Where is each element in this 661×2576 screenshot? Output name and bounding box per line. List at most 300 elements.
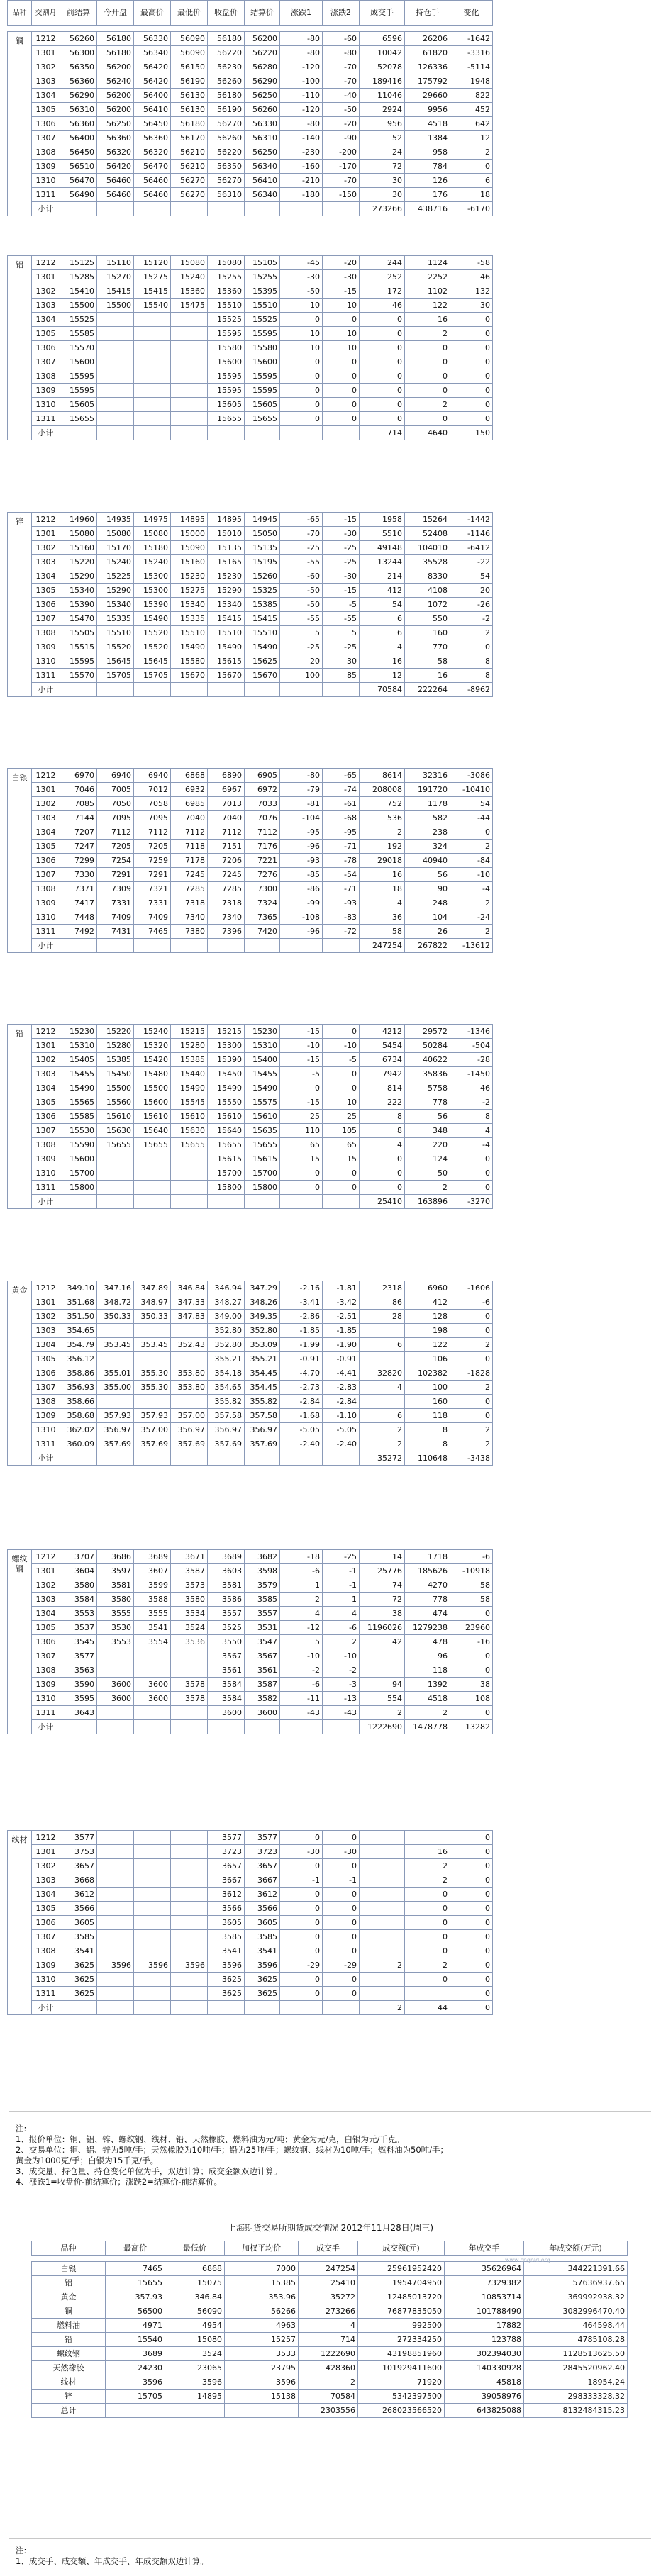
table-cell	[97, 1152, 134, 1166]
table-cell: 1304	[32, 89, 60, 103]
table-row	[8, 1944, 493, 1958]
summary-cell: 4954	[165, 2319, 225, 2333]
table-cell	[97, 327, 134, 341]
table-cell: 15255	[245, 270, 280, 284]
table-cell: -1	[323, 1578, 360, 1593]
empty-cell	[97, 2001, 134, 2015]
table-row	[8, 1352, 493, 1366]
table-row	[8, 569, 493, 584]
table-cell: -30	[323, 1845, 360, 1859]
table-cell: 56350	[60, 60, 97, 74]
table-cell: 7118	[171, 840, 208, 854]
table-cell	[360, 1944, 405, 1958]
table-cell: -2	[450, 612, 493, 626]
table-cell: 7330	[60, 868, 97, 882]
subtotal-cell: -3270	[450, 1195, 493, 1209]
summary-cell: 23065	[165, 2361, 225, 2375]
table-cell: -80	[280, 117, 323, 131]
table-row	[8, 1831, 493, 1845]
empty-cell	[97, 1451, 134, 1466]
summary-cell: 25410	[299, 2276, 358, 2290]
table-row	[8, 555, 493, 569]
table-cell: 30	[323, 654, 360, 669]
table-cell: 29572	[405, 1025, 450, 1039]
table-cell: 56340	[245, 160, 280, 174]
table-cell: 15000	[171, 527, 208, 541]
table-cell: 7409	[134, 910, 171, 925]
summary-cell: 1222690	[299, 2347, 358, 2361]
table-cell: 0	[280, 1987, 323, 2001]
table-cell: 0	[405, 1930, 450, 1944]
table-cell: -140	[280, 131, 323, 145]
table-cell: 7276	[245, 868, 280, 882]
subtotal-label: 小计	[32, 939, 60, 953]
subtotal-label: 小计	[32, 1720, 60, 1734]
table-cell: 3541	[60, 1944, 97, 1958]
table-cell: -96	[280, 840, 323, 854]
table-cell	[97, 1987, 134, 2001]
table-cell: 1311	[32, 925, 60, 939]
table-cell: 3682	[245, 1550, 280, 1564]
table-cell: 1178	[405, 797, 450, 811]
table-cell: -2.83	[323, 1381, 360, 1395]
summary-header-row	[32, 2241, 628, 2256]
empty-cell	[171, 202, 208, 216]
table-cell: 0	[405, 384, 450, 398]
table-row	[8, 1550, 493, 1564]
empty-cell	[97, 426, 134, 440]
subtotal-cell: 110648	[405, 1451, 450, 1466]
table-cell: 3590	[60, 1678, 97, 1692]
table-cell: 7380	[171, 925, 208, 939]
table-cell: 15415	[208, 612, 245, 626]
table-cell: -55	[280, 612, 323, 626]
table-cell: 1302	[32, 284, 60, 299]
subtotal-cell: 4640	[405, 426, 450, 440]
table-cell: 0	[323, 1916, 360, 1930]
table-cell: 2	[405, 1181, 450, 1195]
table-cell: 3600	[97, 1692, 134, 1706]
table-cell: 10	[323, 341, 360, 355]
table-cell: 7331	[134, 896, 171, 910]
table-cell: 1301	[32, 783, 60, 797]
table-cell: 362.02	[60, 1423, 97, 1437]
summary-row	[32, 2276, 628, 2290]
table-cell: 1305	[32, 327, 60, 341]
table-cell	[134, 327, 171, 341]
table-cell: 3600	[134, 1692, 171, 1706]
summary-cell: 1128513625.50	[524, 2347, 628, 2361]
summary-header-cell: 最高价	[106, 2241, 165, 2256]
table-row	[8, 74, 493, 89]
summary-cell: 3524	[165, 2347, 225, 2361]
notes-block	[16, 2124, 448, 2187]
summary-cell: 56266	[225, 2304, 299, 2319]
summary-cell: 101788490	[445, 2304, 524, 2319]
table-cell	[360, 1831, 405, 1845]
table-cell: 6940	[134, 769, 171, 783]
table-cell: 56250	[245, 89, 280, 103]
table-cell: 1302	[32, 60, 60, 74]
table-cell: 0	[450, 825, 493, 840]
summary-cell: 12485013720	[358, 2290, 445, 2304]
table-cell: 56170	[171, 131, 208, 145]
table-cell: 1303	[32, 299, 60, 313]
table-cell: 1301	[32, 1564, 60, 1578]
table-cell: -4.70	[280, 1366, 323, 1381]
summary-cell: 353.96	[225, 2290, 299, 2304]
table-cell: 7151	[208, 840, 245, 854]
table-cell: -26	[450, 598, 493, 612]
table-cell: 10	[280, 299, 323, 313]
table-cell: 1303	[32, 1067, 60, 1081]
table-cell: 56260	[208, 74, 245, 89]
table-cell: 1279238	[405, 1621, 450, 1635]
table-cell: -65	[280, 513, 323, 527]
table-cell: 118	[405, 1663, 450, 1678]
table-cell: 0	[450, 1873, 493, 1888]
table-cell: 1	[323, 1593, 360, 1607]
table-cell	[171, 1152, 208, 1166]
summary-cell: 燃料油	[32, 2319, 106, 2333]
table-cell: 56330	[134, 32, 171, 46]
empty-cell	[323, 2001, 360, 2015]
table-cell: 3689	[208, 1550, 245, 1564]
table-cell: 16	[360, 868, 405, 882]
table-cell: -170	[323, 160, 360, 174]
divider	[9, 2538, 651, 2539]
table-cell: 15340	[97, 598, 134, 612]
table-cell: 582	[405, 811, 450, 825]
table-cell: 0	[450, 1663, 493, 1678]
table-row	[8, 1706, 493, 1720]
table-cell: 15080	[60, 527, 97, 541]
table-cell: 3545	[60, 1635, 97, 1649]
table-cell: 15670	[171, 669, 208, 683]
table-row	[8, 313, 493, 327]
table-row	[8, 825, 493, 840]
table-cell: 56300	[60, 46, 97, 60]
table-cell: 15610	[245, 1110, 280, 1124]
summary-cell: 7465	[106, 2262, 165, 2276]
table-cell: 56510	[60, 160, 97, 174]
table-cell: 15655	[208, 412, 245, 426]
table-row	[8, 1987, 493, 2001]
table-cell: 56450	[134, 117, 171, 131]
table-cell: 0	[450, 355, 493, 369]
table-cell: -74	[323, 783, 360, 797]
table-cell: 15595	[245, 369, 280, 384]
table-cell: 5	[280, 1635, 323, 1649]
table-cell: 3612	[60, 1888, 97, 1902]
table-cell: 5	[280, 626, 323, 640]
table-cell: -200	[323, 145, 360, 160]
table-cell: 238	[405, 825, 450, 840]
table-cell: 15670	[245, 669, 280, 683]
table-cell	[134, 1845, 171, 1859]
table-cell: 7431	[97, 925, 134, 939]
table-cell: 4	[360, 1138, 405, 1152]
table-cell	[134, 1181, 171, 1195]
table-cell: 3612	[208, 1888, 245, 1902]
table-cell: -29	[323, 1958, 360, 1973]
table-cell: 0	[360, 384, 405, 398]
table-cell: 1305	[32, 1352, 60, 1366]
summary-cell: 18954.24	[524, 2375, 628, 2390]
table-cell: -50	[323, 103, 360, 117]
table-cell: 0	[280, 412, 323, 426]
table-cell: 1305	[32, 840, 60, 854]
table-cell: 5	[323, 626, 360, 640]
table-cell: 15240	[134, 555, 171, 569]
header-cell: 今开盘	[97, 1, 134, 26]
empty-cell	[171, 426, 208, 440]
table-cell: 348.72	[97, 1295, 134, 1310]
table-cell: -13	[323, 1692, 360, 1706]
table-cell: 355.82	[208, 1395, 245, 1409]
table-cell: -43	[323, 1706, 360, 1720]
table-cell: 15220	[97, 1025, 134, 1039]
table-cell: 352.43	[171, 1338, 208, 1352]
table-cell: 15290	[97, 584, 134, 598]
table-cell: 58	[450, 1578, 493, 1593]
summary-row	[32, 2319, 628, 2333]
table-cell: 3600	[97, 1678, 134, 1692]
table-cell: 23960	[450, 1621, 493, 1635]
table-cell: -1.68	[280, 1409, 323, 1423]
table-cell: 106	[405, 1352, 450, 1366]
subtotal-label: 小计	[32, 1451, 60, 1466]
table-cell: 7300	[245, 882, 280, 896]
table-cell	[171, 369, 208, 384]
product-name: 螺纹钢	[8, 1550, 32, 1734]
table-cell	[360, 1352, 405, 1366]
table-cell: 7340	[171, 910, 208, 925]
table-row	[8, 854, 493, 868]
notes-line: 1、报价单位：铜、铝、锌、螺纹钢、线材、铅、天然橡胶、燃料油为元/吨；黄金为元/克，白银为元/千克。	[16, 2134, 404, 2144]
table-cell: 348	[405, 1124, 450, 1138]
table-cell: 1304	[32, 1607, 60, 1621]
table-cell: 8614	[360, 769, 405, 783]
table-cell: 1304	[32, 569, 60, 584]
table-cell: 192	[360, 840, 405, 854]
table-cell: -86	[280, 882, 323, 896]
table-cell: 6940	[97, 769, 134, 783]
table-cell: 349.10	[60, 1281, 97, 1295]
table-cell: 3689	[134, 1550, 171, 1564]
table-cell: 15220	[60, 555, 97, 569]
table-cell: -1	[323, 1873, 360, 1888]
table-cell: 3686	[97, 1550, 134, 1564]
table-cell: 15415	[134, 284, 171, 299]
table-row	[8, 60, 493, 74]
summary-cell: 15385	[225, 2276, 299, 2290]
table-cell: 3566	[60, 1902, 97, 1916]
table-cell: 354.79	[60, 1338, 97, 1352]
table-cell: 2	[450, 1423, 493, 1437]
table-cell: 3577	[245, 1831, 280, 1845]
table-row	[8, 1564, 493, 1578]
summary-row	[32, 2375, 628, 2390]
table-cell: 124	[405, 1152, 450, 1166]
empty-cell	[280, 1195, 323, 1209]
table-row	[8, 1902, 493, 1916]
subtotal-cell: 222264	[405, 683, 450, 697]
table-cell: 56200	[97, 60, 134, 74]
table-cell: 536	[360, 811, 405, 825]
table-cell: 2924	[360, 103, 405, 117]
table-cell: 3578	[171, 1678, 208, 1692]
empty-cell	[323, 683, 360, 697]
summary-cell: 15705	[106, 2390, 165, 2404]
table-cell: -60	[280, 569, 323, 584]
table-cell: 3587	[245, 1678, 280, 1692]
table-cell: 15655	[208, 1138, 245, 1152]
table-cell: 1310	[32, 1423, 60, 1437]
table-cell: 3534	[171, 1607, 208, 1621]
table-cell: 15595	[245, 384, 280, 398]
empty-cell	[134, 1720, 171, 1734]
table-cell: 15490	[60, 1081, 97, 1095]
table-cell: 1102	[405, 284, 450, 299]
table-cell	[171, 1973, 208, 1987]
table-cell: 3555	[97, 1607, 134, 1621]
table-cell: 356.93	[60, 1381, 97, 1395]
table-cell	[97, 1916, 134, 1930]
summary-cell: 10853714	[445, 2290, 524, 2304]
table-cell: 357.69	[208, 1437, 245, 1451]
table-cell: 7144	[60, 811, 97, 825]
table-cell: 3643	[60, 1706, 97, 1720]
table-cell: 46	[360, 299, 405, 313]
table-cell	[171, 327, 208, 341]
table-cell: 3580	[97, 1593, 134, 1607]
table-cell: 7058	[134, 797, 171, 811]
table-cell: 357.93	[97, 1409, 134, 1423]
table-cell: 3581	[97, 1578, 134, 1593]
table-cell: 0	[360, 1152, 405, 1166]
table-row	[8, 1607, 493, 1621]
table-cell: 0	[450, 1324, 493, 1338]
table-cell: -30	[323, 527, 360, 541]
table-cell: 56340	[134, 46, 171, 60]
table-cell: 2	[450, 1437, 493, 1451]
table-cell: 3550	[208, 1635, 245, 1649]
table-cell: 4	[280, 1607, 323, 1621]
summary-cell: 2	[299, 2375, 358, 2390]
table-cell: -25	[323, 555, 360, 569]
table-cell: -5	[323, 598, 360, 612]
table-cell: 50	[405, 1166, 450, 1181]
table-cell: 353.09	[245, 1338, 280, 1352]
table-cell: 14960	[60, 513, 97, 527]
table-row	[8, 1025, 493, 1039]
summary-cell: 23795	[225, 2361, 299, 2375]
table-cell: -6	[280, 1564, 323, 1578]
table-cell: 56420	[134, 74, 171, 89]
subtotal-row	[8, 202, 493, 216]
table-row	[8, 174, 493, 188]
table-cell: 15595	[208, 369, 245, 384]
table-cell: 0	[280, 1902, 323, 1916]
table-cell: 15230	[60, 1025, 97, 1039]
product-name: 铅	[8, 1025, 32, 1209]
table-cell: 12	[450, 131, 493, 145]
table-row	[8, 327, 493, 341]
summary-row	[32, 2333, 628, 2347]
table-cell: 15520	[134, 626, 171, 640]
table-cell: 15335	[97, 612, 134, 626]
table-cell: 15655	[60, 412, 97, 426]
table-cell: 132	[450, 284, 493, 299]
table-cell: 100	[280, 669, 323, 683]
table-cell: -100	[280, 74, 323, 89]
table-row	[8, 1578, 493, 1593]
summary-cell: 15257	[225, 2333, 299, 2347]
table-cell: 3541	[245, 1944, 280, 1958]
table-cell: 0	[280, 1831, 323, 1845]
table-cell: 15050	[245, 527, 280, 541]
table-cell: 56290	[245, 74, 280, 89]
table-cell: 1301	[32, 46, 60, 60]
table-cell: 104010	[405, 541, 450, 555]
table-cell: 1311	[32, 1987, 60, 2001]
table-cell: 324	[405, 840, 450, 854]
table-cell	[405, 1831, 450, 1845]
table-cell: 0	[280, 313, 323, 327]
table-cell: 814	[360, 1081, 405, 1095]
table-cell: -2.86	[280, 1310, 323, 1324]
summary-cell: 螺纹钢	[32, 2347, 106, 2361]
subtotal-label: 小计	[32, 2001, 60, 2015]
table-cell	[97, 1944, 134, 1958]
table-cell: 6	[360, 612, 405, 626]
table-cell: 15230	[171, 569, 208, 584]
empty-cell	[60, 1451, 97, 1466]
table-cell: 347.83	[171, 1310, 208, 1324]
table-cell: -2.84	[280, 1395, 323, 1409]
table-cell: 348.97	[134, 1295, 171, 1310]
empty-cell	[208, 1720, 245, 1734]
table-cell: 0	[450, 398, 493, 412]
table-row	[8, 1110, 493, 1124]
table-cell	[360, 1324, 405, 1338]
table-cell: 7492	[60, 925, 97, 939]
table-cell: -95	[323, 825, 360, 840]
table-cell: -5114	[450, 60, 493, 74]
empty-cell	[323, 426, 360, 440]
summary-cell: 线材	[32, 2375, 106, 2390]
header-cell: 涨跌1	[280, 1, 323, 26]
table-row	[8, 160, 493, 174]
summary-cell: 3689	[106, 2347, 165, 2361]
table-cell: 3577	[60, 1649, 97, 1663]
table-cell: -25	[323, 1550, 360, 1564]
empty-cell	[245, 1720, 280, 1734]
subtotal-cell: -3438	[450, 1451, 493, 1466]
table-cell: 15080	[171, 256, 208, 270]
table-cell: 10	[323, 299, 360, 313]
table-cell: 7076	[245, 811, 280, 825]
table-cell	[134, 384, 171, 398]
table-cell: 15615	[208, 654, 245, 669]
summary-header-cell: 最低价	[165, 2241, 225, 2256]
table-row	[8, 1437, 493, 1451]
table-cell: 357.69	[171, 1437, 208, 1451]
table-cell: 72	[360, 1593, 405, 1607]
table-cell: 56470	[60, 174, 97, 188]
summary-cell: 714	[299, 2333, 358, 2347]
